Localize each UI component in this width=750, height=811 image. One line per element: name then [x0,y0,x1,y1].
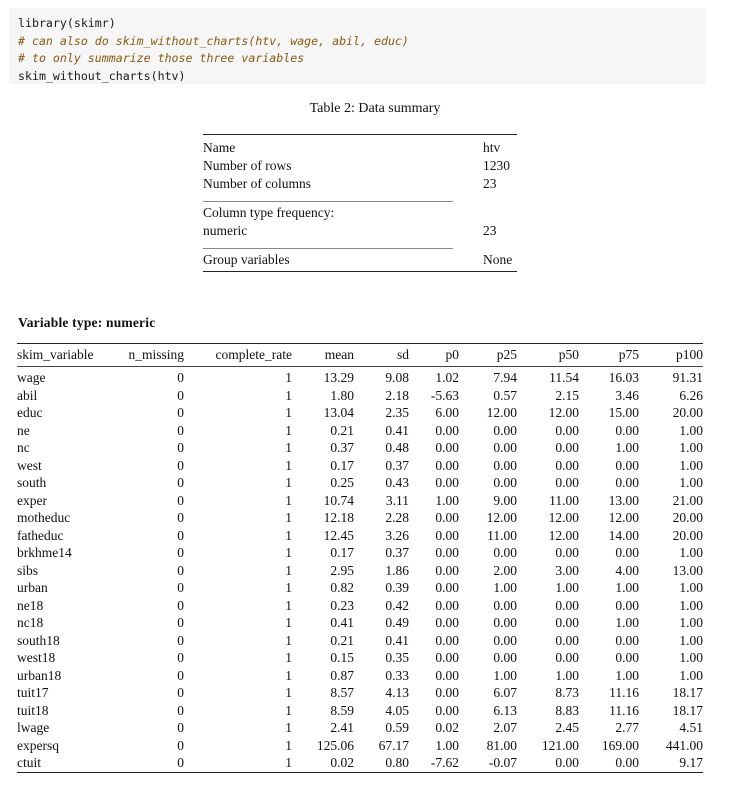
column-header-mean: mean [324,347,354,362]
value-cell: 0.00 [555,650,579,665]
table-body [17,367,703,773]
value-cell: 11.16 [609,702,639,718]
value-cell: 0.00 [435,440,459,455]
value-cell: 20.00 [672,510,703,525]
value-cell: 0 [177,387,184,403]
value-cell: 12.45 [323,527,354,543]
value-cell: 18.17 [672,685,703,700]
value-cell: 0 [177,702,184,718]
variable-name-cell: ne18 [17,597,44,613]
value-cell: 1 [285,702,292,718]
value-cell: 2.07 [493,720,517,735]
variable-name-cell: urban18 [17,667,62,683]
value-cell: 20.00 [672,405,703,420]
value-cell: 12.00 [486,405,517,420]
value-cell: 0 [177,370,184,385]
value-cell: 3.26 [385,527,409,543]
value-cell: 1 [285,720,292,735]
value-cell: 0.42 [385,597,409,613]
value-cell: 0.00 [435,527,459,543]
summary-key: Name [203,140,236,155]
value-cell: 1 [285,422,292,438]
variable-name-cell: sibs [17,562,39,578]
summary-key: Number of columns [203,176,311,191]
variable-name-cell: fatheduc [17,527,64,543]
value-cell: 0.00 [493,632,517,648]
bottom-rule [203,271,517,272]
value-cell: 1 [285,370,292,385]
value-cell: 0.00 [493,422,517,438]
summary-key: Number of rows [203,158,292,173]
variable-name-cell: tuit18 [17,702,49,718]
summary-key: Group variables [203,252,290,267]
data-summary-table [203,134,517,272]
column-header-p75: p75 [618,347,639,362]
table-row [17,527,703,545]
variable-name-cell: tuit17 [17,685,49,700]
value-cell: 441.00 [665,737,703,753]
value-cell: 0.00 [435,580,459,595]
value-cell: 2.95 [330,562,354,578]
value-cell: 3.11 [385,492,409,508]
table-row [17,562,703,580]
value-cell: 0 [177,755,184,770]
value-cell: 0.25 [330,475,354,490]
value-cell: 0.00 [493,457,517,473]
value-cell: 11.00 [487,527,517,543]
code-comment: # can also do skim_without_charts(htv, wage, abil, educ) [18,33,409,48]
table-row [17,404,703,422]
value-cell: 0 [177,580,184,595]
value-cell: 0.37 [385,457,409,473]
value-cell: 11.54 [549,370,579,385]
value-cell: 2.28 [385,510,409,525]
value-cell: 1 [285,440,292,455]
value-cell: 0.00 [615,632,639,648]
value-cell: 0 [177,527,184,543]
value-cell: -7.62 [430,755,459,770]
value-cell: 8.73 [555,685,579,700]
value-cell: 1.00 [615,615,639,630]
value-cell: 121.00 [541,737,579,753]
table-row [17,492,703,510]
value-cell: 0 [177,475,184,490]
code-block [9,8,706,84]
value-cell: 0.00 [615,475,639,490]
variable-name-cell: west18 [17,650,56,665]
value-cell: 1 [285,685,292,700]
variable-type-heading: Variable type: numeric [18,315,156,330]
value-cell: 3.46 [615,387,639,403]
value-cell: 0.00 [435,475,459,490]
value-cell: 1.80 [330,387,354,403]
value-cell: 20.00 [672,527,703,543]
value-cell: 0.00 [493,597,517,613]
variable-name-cell: educ [17,405,43,420]
variable-name-cell: south18 [17,632,60,648]
value-cell: 0.00 [555,755,579,770]
value-cell: 4.51 [679,720,703,735]
table-row [17,544,703,562]
variable-name-cell: expersq [17,737,59,753]
code-line: skim_without_charts(htv) [18,68,186,83]
value-cell: 12.00 [486,510,517,525]
value-cell: 0.00 [435,650,459,665]
table-row [17,702,703,720]
value-cell: 0.21 [330,422,354,438]
value-cell: 12.00 [548,405,579,420]
value-cell: 1 [285,510,292,525]
value-cell: 0.00 [493,440,517,455]
value-cell: 6.26 [679,387,703,403]
value-cell: 0.00 [615,457,639,473]
value-cell: 0 [177,562,184,578]
value-cell: 12.00 [548,510,579,525]
value-cell: 8.83 [555,702,579,718]
value-cell: 1.00 [679,632,703,648]
summary-row [203,175,517,193]
value-cell: 0.35 [385,650,409,665]
value-cell: 0.00 [615,422,639,438]
value-cell: 2.35 [385,405,409,420]
table-row [17,474,703,492]
value-cell: 1 [285,387,292,403]
value-cell: 1.02 [435,370,459,385]
value-cell: 10.74 [323,492,354,508]
value-cell: 0.00 [435,545,459,560]
table-row [17,579,703,597]
value-cell: 0.48 [385,440,409,455]
column-header-n-missing: n_missing [128,347,184,362]
value-cell: 0.00 [615,597,639,613]
value-cell: 0.00 [555,457,579,473]
table-row [17,754,703,772]
value-cell: 0.00 [493,475,517,490]
value-cell: 0.00 [493,545,517,560]
value-cell: 7.94 [493,370,517,385]
value-cell: 0 [177,440,184,455]
value-cell: 0.59 [385,720,409,735]
value-cell: 0.00 [435,702,459,718]
column-header-p0: p0 [445,347,459,362]
value-cell: 0.00 [435,562,459,578]
table-row [17,509,703,527]
value-cell: -0.07 [488,755,517,770]
value-cell: 4.05 [385,702,409,718]
table-row [17,667,703,685]
value-cell: 0.02 [330,755,354,770]
variable-name-cell: ctuit [17,755,41,770]
value-cell: 6.13 [493,702,517,718]
value-cell: 3.00 [555,562,579,578]
value-cell: 15.00 [608,405,639,420]
table-row [17,439,703,457]
value-cell: 0.00 [555,632,579,648]
variable-name-cell: nc [17,440,30,455]
column-header-p50: p50 [558,347,579,362]
value-cell: 1.00 [555,580,579,595]
value-cell: 12.00 [608,510,639,525]
value-cell: 0 [177,422,184,438]
table-row [17,684,703,702]
value-cell: 0 [177,685,184,700]
value-cell: 1.00 [493,580,517,595]
summary-key: Column type frequency: [203,205,335,220]
value-cell: 0.00 [435,597,459,613]
value-cell: 1.00 [615,667,639,683]
table-row [17,737,703,755]
value-cell: 1.00 [679,580,703,595]
variable-name-cell: lwage [17,720,50,735]
summary-row [203,251,517,269]
value-cell: 0 [177,720,184,735]
value-cell: 0 [177,492,184,508]
value-cell: 0 [177,632,184,648]
value-cell: 0.00 [615,545,639,560]
value-cell: 0 [177,667,184,683]
value-cell: 1 [285,615,292,630]
value-cell: 0.37 [385,545,409,560]
value-cell: 0.21 [330,632,354,648]
table-row [17,387,703,405]
value-cell: 0.15 [330,650,354,665]
value-cell: 16.03 [608,370,639,385]
value-cell: 0.00 [435,422,459,438]
value-cell: 2.45 [555,720,579,735]
summary-value: 23 [483,176,497,191]
value-cell: 0 [177,737,184,753]
value-cell: 0.82 [330,580,354,595]
value-cell: 1 [285,457,292,473]
variable-name-cell: urban [17,580,48,595]
value-cell: 1.00 [679,597,703,613]
variable-name-cell: wage [17,370,46,385]
header-row [17,344,703,367]
table-row [17,632,703,650]
value-cell: 0.23 [330,597,354,613]
table-row [17,649,703,667]
value-cell: 0.00 [615,755,639,770]
summary-value: None [483,252,513,267]
value-cell: 1 [285,667,292,683]
value-cell: 0.00 [435,632,459,648]
table-row [17,422,703,440]
value-cell: 0.49 [385,615,409,630]
value-cell: 12.18 [323,510,354,525]
value-cell: 81.00 [486,737,517,753]
value-cell: 1 [285,737,292,753]
value-cell: 2.18 [385,387,409,403]
value-cell: 2.77 [615,720,639,735]
value-cell: 1 [285,562,292,578]
value-cell: 14.00 [608,527,639,543]
value-cell: 1 [285,492,292,508]
value-cell: 13.00 [672,562,703,578]
value-cell: 0.00 [435,510,459,525]
value-cell: 0.00 [555,545,579,560]
value-cell: 9.00 [493,492,517,508]
value-cell: 1 [285,545,292,560]
value-cell: 9.17 [679,755,703,770]
value-cell: 169.00 [601,737,639,753]
column-header-p25: p25 [496,347,517,362]
variable-name-cell: ne [17,422,30,438]
value-cell: 1 [285,755,292,770]
summary-row [203,204,517,222]
summary-value: htv [483,140,501,155]
value-cell: 1.00 [679,422,703,438]
value-cell: 0.00 [615,650,639,665]
value-cell: 1.00 [679,615,703,630]
code-comment: # to only summarize those three variables [18,51,305,65]
value-cell: 0.39 [385,580,409,595]
value-cell: 0.17 [330,457,354,473]
value-cell: 1 [285,475,292,490]
variable-name-cell: exper [17,492,47,508]
value-cell: 0.41 [385,422,409,438]
value-cell: 6.07 [493,685,517,700]
summary-value [483,204,517,222]
value-cell: 0 [177,510,184,525]
value-cell: 0.37 [330,440,354,455]
value-cell: 0.00 [435,667,459,683]
value-cell: 1.00 [679,667,703,683]
value-cell: 0.00 [555,615,579,630]
table-row [17,597,703,615]
value-cell: 2.00 [493,562,517,578]
value-cell: 13.04 [323,405,354,420]
value-cell: 1.00 [435,737,459,753]
value-cell: 0 [177,405,184,420]
value-cell: 1.00 [679,457,703,473]
column-header-complete-rate: complete_rate [215,347,292,362]
value-cell: 0.87 [330,667,354,683]
value-cell: 1 [285,632,292,648]
value-cell: 1.00 [555,667,579,683]
variable-name-cell: west [17,457,42,473]
summary-row [203,222,517,240]
summary-row [203,139,517,157]
value-cell: 0.17 [330,545,354,560]
value-cell: 0.41 [330,615,354,630]
table-row [17,457,703,475]
value-cell: 9.08 [385,370,409,385]
value-cell: 21.00 [672,492,703,508]
value-cell: 67.17 [378,737,409,753]
value-cell: 0 [177,545,184,560]
code-line: library(skimr) [18,16,116,30]
value-cell: 2.15 [555,387,579,403]
variable-name-cell: south [17,475,47,490]
value-cell: 8.59 [330,702,354,718]
value-cell: -5.63 [430,387,459,403]
value-cell: 1.00 [679,650,703,665]
value-cell: 1.00 [435,492,459,508]
value-cell: 0.00 [555,597,579,613]
value-cell: 0.33 [385,667,409,683]
value-cell: 18.17 [672,702,703,718]
value-cell: 0.00 [555,440,579,455]
value-cell: 0.80 [385,755,409,770]
value-cell: 4.13 [385,685,409,700]
value-cell: 1 [285,405,292,420]
value-cell: 91.31 [672,370,703,385]
table-row [17,614,703,632]
value-cell: 8.57 [330,685,354,700]
value-cell: 0.43 [385,475,409,490]
value-cell: 1.00 [679,545,703,560]
value-cell: 1 [285,580,292,595]
value-cell: 1.00 [679,475,703,490]
value-cell: 0.00 [493,615,517,630]
value-cell: 0.00 [555,422,579,438]
summary-value: 1230 [483,158,510,173]
value-cell: 13.29 [323,370,354,385]
value-cell: 1.00 [493,667,517,683]
value-cell: 0.00 [555,475,579,490]
variable-name-cell: nc18 [17,615,44,630]
value-cell: 0 [177,650,184,665]
value-cell: 1.00 [679,440,703,455]
value-cell: 11.16 [609,685,639,700]
value-cell: 0 [177,615,184,630]
value-cell: 0 [177,457,184,473]
value-cell: 1 [285,650,292,665]
variable-name-cell: motheduc [17,510,71,525]
numeric-variables-table [17,343,703,773]
value-cell: 13.00 [608,492,639,508]
value-cell: 1 [285,597,292,613]
table-row [17,367,703,387]
value-cell: 1.86 [385,562,409,578]
value-cell: 0.57 [493,387,517,403]
summary-row [203,157,517,175]
value-cell: 0.00 [435,685,459,700]
value-cell: 1.00 [615,580,639,595]
value-cell: 125.06 [316,737,354,753]
table-caption: Table 2: Data summary [309,101,441,116]
value-cell: 0.00 [435,457,459,473]
value-cell: 0.00 [435,615,459,630]
value-cell: 0.02 [435,720,459,735]
value-cell: 2.41 [330,720,354,735]
variable-name-cell: brkhme14 [17,545,72,560]
value-cell: 0.00 [493,650,517,665]
summary-key: numeric [203,223,248,238]
column-header-p100: p100 [676,347,703,362]
value-cell: 12.00 [548,527,579,543]
summary-value: 23 [483,223,497,238]
variable-name-cell: abil [17,387,38,403]
table-row [17,719,703,737]
value-cell: 1 [285,527,292,543]
column-header-sd: sd [396,347,409,362]
value-cell: 0 [177,597,184,613]
value-cell: 1.00 [615,440,639,455]
value-cell: 0.41 [385,632,409,648]
value-cell: 4.00 [615,562,639,578]
column-header-skim-variable: skim_variable [17,347,94,362]
value-cell: 11.00 [549,492,579,508]
value-cell: 6.00 [435,405,459,420]
